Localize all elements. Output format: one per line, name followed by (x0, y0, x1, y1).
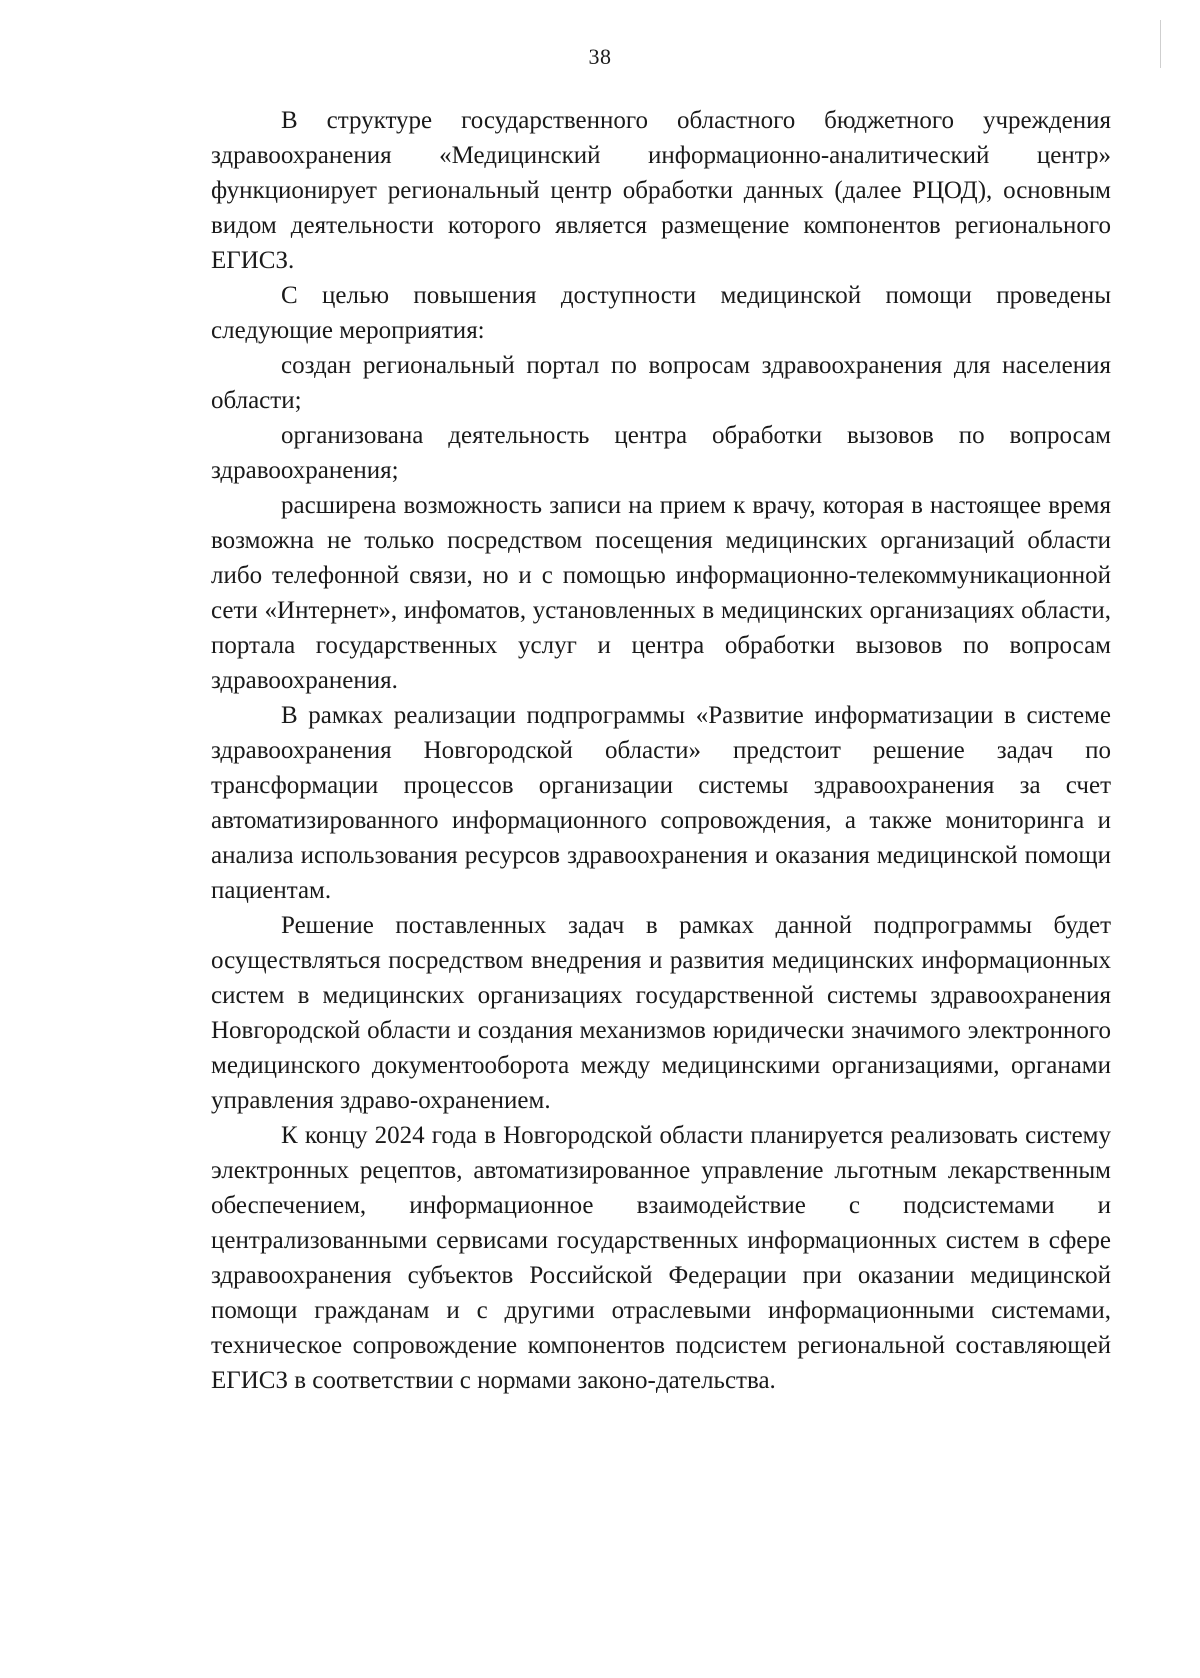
paragraph-measures-intro: С целью повышения доступности медицинской помощи проведены следующие мероприятия: (211, 282, 1111, 344)
paragraph-measure-call-center: организована деятельность центра обработки вызовов по вопросам здравоохранения; (211, 422, 1111, 484)
paragraph-rcod: В структуре государственного областного бюджетного учреждения здравоохранения «Медицинский информационно-аналитический центр» функционирует региональный центр обработки данных (далее РЦОД), основным видом деятельности которого является размещение компонентов регионального ЕГИСЗ. (211, 107, 1111, 274)
paragraph-measure-portal: создан региональный портал по вопросам здравоохранения для населения области; (211, 352, 1111, 414)
document-body (211, 103, 1111, 1398)
page-number: 38 (588, 44, 612, 69)
paragraph-subprogram: В рамках реализации подпрограммы «Развитие информатизации в системе здравоохранения Новгородской области» предстоит решение задач по трансформации процессов организации системы здравоохранения за счет автоматизированного информационного сопровождения, а также мониторинга и анализа использования ресурсов здравоохранения и оказания медицинской помощи пациентам. (211, 702, 1111, 904)
paragraph-plans-2024: К концу 2024 года в Новгородской области планируется реализовать систему электронных рецептов, автоматизированное управление льготным лекарственным обеспечением, информационное взаимодействие с подсистемами и централизованными сервисами государственных информационных систем в сфере здравоохранения субъектов Российской Федерации при оказании медицинской помощи гражданам и с другими отраслевыми информационными системами, техническое сопровождение компонентов подсистем региональной составляющей ЕГИСЗ в соответствии с нормами законо-дательства. (211, 1122, 1111, 1394)
paragraph-measure-appointments: расширена возможность записи на прием к врачу, которая в настоящее время возможна не только посредством посещения медицинских организаций области либо телефонной связи, но и с помощью информационно-телекоммуникационной сети «Интернет», инфоматов, установленных в медицинских организациях области, портала государственных услуг и центра обработки вызовов по вопросам здравоохранения. (211, 492, 1111, 694)
paragraph-tasks-solution: Решение поставленных задач в рамках данной подпрограммы будет осуществляться посредством внедрения и развития медицинских информационных систем в медицинских организациях государственной системы здравоохранения Новгородской области и создания механизмов юридически значимого электронного медицинского документооборота между медицинскими организациями, органами управления здраво-охранением. (211, 912, 1111, 1114)
